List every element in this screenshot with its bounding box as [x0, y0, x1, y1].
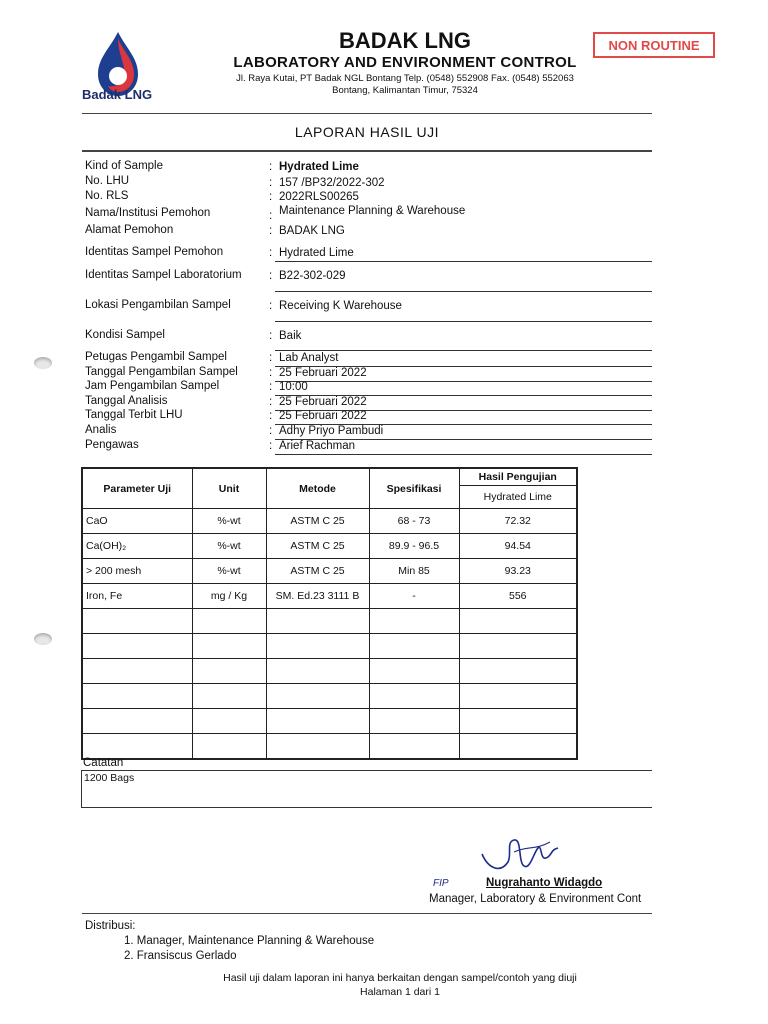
distribution-label: Distribusi:	[85, 920, 136, 932]
info-value-address: BADAK LNG	[279, 225, 345, 237]
cell-spec	[369, 609, 459, 634]
info-value-sample-id-requester: Hydrated Lime	[279, 247, 354, 259]
underline	[275, 321, 652, 322]
cell-unit	[192, 709, 266, 734]
address-line-1: Jl. Raya Kutai, PT Badak NGL Bontang Telp. (0548) 552908 Fax. (0548) 552063	[236, 73, 574, 84]
info-colon: :	[269, 225, 273, 237]
info-value-issue-date: 25 Februari 2022	[279, 410, 367, 422]
signature-mark: FIP	[433, 878, 449, 889]
info-colon: :	[269, 177, 273, 189]
cell-method: ASTM C 25	[266, 559, 369, 584]
info-label: Jam Pengambilan Sampel	[85, 380, 220, 392]
underline	[275, 261, 652, 262]
cell-method: SM. Ed.23 3111 B	[266, 584, 369, 609]
cell-method	[266, 609, 369, 634]
distribution-item: 2. Fransiscus Gerlado	[124, 950, 237, 962]
cell-parameter	[82, 609, 192, 634]
header-divider	[82, 113, 652, 114]
info-value-no-rls: 2022RLS00265	[279, 191, 359, 203]
info-label: Nama/Institusi Pemohon	[85, 207, 211, 219]
cell-parameter	[82, 659, 192, 684]
cell-result	[459, 709, 577, 734]
page-number: Halaman 1 dari 1	[360, 986, 440, 998]
signatory-name: Nugrahanto Widagdo	[486, 877, 603, 889]
cell-unit: %-wt	[192, 559, 266, 584]
company-name: BADAK LNG	[339, 28, 471, 53]
cell-parameter	[82, 684, 192, 709]
info-label: Analis	[85, 424, 117, 436]
cell-method	[266, 709, 369, 734]
table-row	[82, 559, 577, 584]
notes-label: Catatan	[83, 757, 124, 769]
info-value-sample-id-lab: B22-302-029	[279, 270, 346, 282]
table-row	[82, 709, 577, 734]
cell-parameter: Iron, Fe	[82, 584, 192, 609]
cell-method	[266, 734, 369, 760]
cell-method: ASTM C 25	[266, 534, 369, 559]
punch-hole-top	[34, 357, 52, 369]
cell-result: 94.54	[459, 534, 577, 559]
footer-divider	[82, 913, 652, 914]
info-colon: :	[269, 270, 273, 282]
header-spec: Spesifikasi	[369, 468, 459, 509]
cell-parameter	[82, 734, 192, 760]
non-routine-stamp: NON ROUTINE	[593, 32, 715, 58]
info-colon: :	[269, 191, 273, 203]
logo-text: Badak LNG	[82, 87, 153, 102]
info-value-analysis-date: 25 Februari 2022	[279, 396, 367, 408]
cell-unit	[192, 634, 266, 659]
info-label: No. LHU	[85, 175, 130, 187]
info-colon: :	[269, 367, 273, 379]
underline	[275, 350, 652, 351]
info-label: Tanggal Terbit LHU	[85, 409, 183, 421]
info-colon: :	[269, 440, 273, 452]
underline	[275, 381, 652, 382]
header-parameter: Parameter Uji	[82, 468, 192, 509]
cell-result: 556	[459, 584, 577, 609]
cell-unit: mg / Kg	[192, 584, 266, 609]
header-result-sub: Hydrated Lime	[459, 486, 577, 509]
cell-parameter	[82, 709, 192, 734]
info-colon: :	[269, 330, 273, 342]
cell-unit	[192, 684, 266, 709]
info-value-sample-condition: Baik	[279, 330, 302, 342]
header-result-group: Hasil Pengujian	[459, 468, 577, 486]
table-body	[82, 509, 577, 760]
info-label: Lokasi Pengambilan Sampel	[85, 299, 231, 311]
table-row	[82, 534, 577, 559]
cell-method	[266, 684, 369, 709]
cell-spec	[369, 634, 459, 659]
info-colon: :	[269, 425, 273, 437]
table-row	[82, 609, 577, 634]
info-colon: :	[269, 210, 273, 222]
cell-result	[459, 684, 577, 709]
info-colon: :	[269, 247, 273, 259]
info-colon: :	[269, 352, 273, 364]
info-label: Tanggal Analisis	[85, 395, 168, 407]
cell-parameter: Ca(OH)₂	[82, 534, 192, 559]
cell-unit	[192, 734, 266, 760]
results-table	[81, 467, 578, 760]
address-line-2: Bontang, Kalimantan Timur, 75324	[332, 85, 478, 96]
info-value-supervisor: Arief Rachman	[279, 440, 356, 452]
info-colon: :	[269, 300, 273, 312]
info-label: Identitas Sampel Pemohon	[85, 246, 224, 258]
cell-result	[459, 634, 577, 659]
cell-parameter: > 200 mesh	[82, 559, 192, 584]
cell-spec	[369, 684, 459, 709]
cell-unit: %-wt	[192, 509, 266, 534]
info-value-no-lhu: 157 /BP32/2022-302	[279, 177, 385, 189]
footer-disclaimer: Hasil uji dalam laporan ini hanya berkaitan dengan sampel/contoh yang diuji	[223, 972, 577, 984]
cell-result: 72.32	[459, 509, 577, 534]
cell-spec	[369, 709, 459, 734]
cell-unit	[192, 659, 266, 684]
info-value-sampler: Lab Analyst	[279, 352, 339, 364]
header-unit: Unit	[192, 468, 266, 509]
title-divider	[82, 150, 652, 152]
info-colon: :	[269, 381, 273, 393]
underline	[275, 454, 652, 455]
table-row	[82, 509, 577, 534]
info-colon: :	[269, 396, 273, 408]
cell-result	[459, 734, 577, 760]
cell-method	[266, 659, 369, 684]
cell-result: 93.23	[459, 559, 577, 584]
header-method: Metode	[266, 468, 369, 509]
cell-spec: 68 - 73	[369, 509, 459, 534]
table-row	[82, 634, 577, 659]
signatory-title: Manager, Laboratory & Environment Cont	[429, 893, 642, 905]
info-value-requester: Maintenance Planning & Warehouse	[279, 205, 466, 217]
cell-spec: 89.9 - 96.5	[369, 534, 459, 559]
notes-box	[81, 770, 652, 808]
underline	[275, 291, 652, 292]
info-label: Identitas Sampel Laboratorium	[85, 269, 242, 281]
notes-value: 1200 Bags	[84, 772, 135, 784]
info-value-kind-of-sample: Hydrated Lime	[279, 161, 359, 173]
info-label: Alamat Pemohon	[85, 224, 174, 236]
info-value-sampling-date: 25 Februari 2022	[279, 367, 367, 379]
cell-parameter	[82, 634, 192, 659]
info-colon: :	[269, 410, 273, 422]
info-value-sampling-location: Receiving K Warehouse	[279, 300, 402, 312]
cell-spec: Min 85	[369, 559, 459, 584]
info-label: Petugas Pengambil Sampel	[85, 351, 227, 363]
cell-spec	[369, 734, 459, 760]
punch-hole-bottom	[34, 633, 52, 645]
info-label: Tanggal Pengambilan Sampel	[85, 366, 238, 378]
cell-result	[459, 609, 577, 634]
cell-unit	[192, 609, 266, 634]
cell-method: ASTM C 25	[266, 509, 369, 534]
info-value-sampling-time: 10:00	[279, 381, 308, 393]
table-row	[82, 684, 577, 709]
info-label: Pengawas	[85, 439, 139, 451]
info-label: Kondisi Sampel	[85, 329, 165, 341]
table-row	[82, 584, 577, 609]
signature-scribble-icon	[478, 832, 568, 880]
table-row	[82, 659, 577, 684]
table-row	[82, 734, 577, 760]
cell-result	[459, 659, 577, 684]
info-label: No. RLS	[85, 190, 129, 202]
report-title: LAPORAN HASIL UJI	[294, 124, 440, 140]
cell-spec	[369, 659, 459, 684]
info-colon: :	[269, 161, 273, 173]
info-label: Kind of Sample	[85, 160, 163, 172]
cell-method	[266, 634, 369, 659]
cell-spec: -	[369, 584, 459, 609]
cell-unit: %-wt	[192, 534, 266, 559]
info-value-analyst: Adhy Priyo Pambudi	[279, 425, 384, 437]
distribution-item: 1. Manager, Maintenance Planning & Warehouse	[124, 935, 375, 947]
division-name: LABORATORY AND ENVIRONMENT CONTROL	[233, 54, 577, 71]
cell-parameter: CaO	[82, 509, 192, 534]
